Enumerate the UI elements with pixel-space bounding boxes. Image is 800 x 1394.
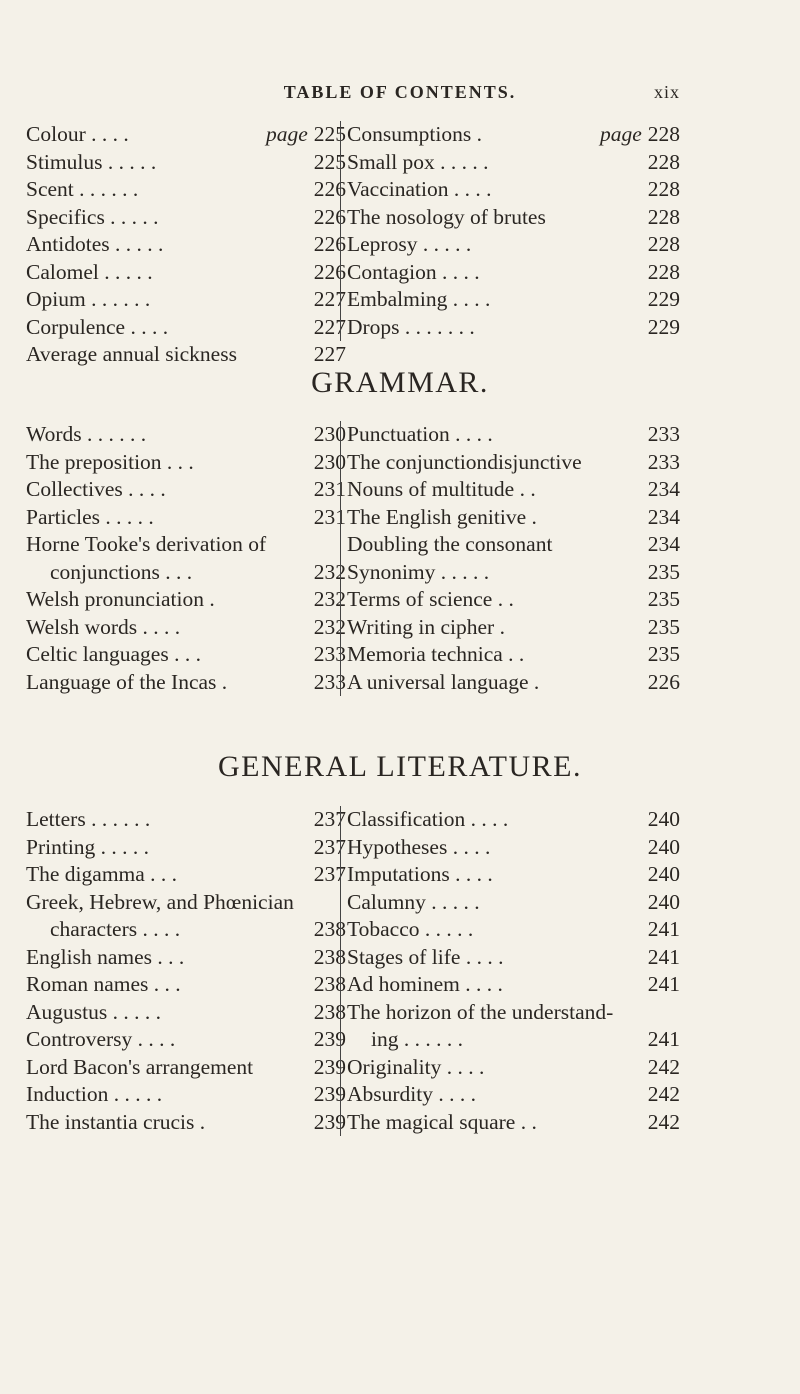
page-number-value: 240: [647, 807, 680, 831]
toc-entry-page: [644, 504, 680, 532]
page-number-value: 237: [313, 807, 346, 831]
page-number-value: 228: [647, 149, 680, 174]
toc-entry: [347, 586, 680, 614]
toc-entry-label: Particles . . . . .: [26, 504, 154, 529]
page-number-value: 239: [313, 1027, 346, 1051]
toc-entry: [26, 1054, 346, 1082]
page-number-value: 225: [313, 149, 346, 174]
page-number-value: 235: [647, 642, 680, 666]
toc-entry: [347, 531, 680, 559]
page-number: xix: [653, 82, 680, 102]
toc-entry: [347, 669, 680, 697]
toc-entry-label: Memoria technica . .: [347, 642, 525, 666]
toc-entry: [347, 944, 680, 972]
toc-column-left: [26, 806, 346, 1136]
page-number-value: 228: [647, 232, 680, 256]
page-number-value: 237: [313, 862, 346, 886]
toc-entry: [347, 999, 680, 1027]
toc-entry-label: conjunctions . . .: [50, 559, 193, 584]
toc-entry: [347, 504, 680, 532]
toc-entry-label: Welsh words . . . .: [26, 614, 181, 639]
toc-entry-page: [644, 204, 680, 232]
page-number-value: 233: [313, 642, 346, 666]
toc-entry-label: Opium . . . . . .: [26, 287, 151, 311]
page-number-value: 241: [647, 944, 680, 969]
toc-entry-label: Stimulus . . . . .: [26, 149, 157, 174]
toc-entry-label: Calomel . . . . .: [26, 259, 153, 284]
toc-entry-page: [644, 286, 680, 314]
toc-entry-page: [644, 1054, 680, 1082]
toc-entry-label: Synonimy . . . . .: [347, 559, 490, 584]
toc-entry: [26, 121, 346, 149]
toc-entry-page: [644, 259, 680, 287]
toc-entry: [347, 121, 680, 149]
toc-entry: [26, 314, 346, 342]
toc-column-right: [340, 806, 680, 1136]
page-number-value: 227: [313, 342, 346, 366]
page-number-value: 242: [647, 1082, 680, 1106]
toc-column-right: [340, 121, 680, 341]
toc-entry-page: [644, 176, 680, 204]
page-number-value: 237: [313, 834, 346, 859]
toc-entry: [26, 944, 346, 972]
toc-entry-label: Specifics . . . . .: [26, 204, 159, 229]
toc-entry-label: Originality . . . .: [347, 1054, 485, 1079]
page-number-value: 230: [313, 422, 346, 446]
section-heading-general-literature: GENERAL LITERATURE.: [217, 750, 582, 783]
toc-entry-label: ing . . . . . .: [371, 1027, 463, 1051]
page-number-value: 226: [647, 669, 680, 694]
toc-entry-page: [644, 421, 680, 449]
page-number-value: 240: [647, 862, 680, 886]
toc-entry-label: Lord Bacon's arrangement: [26, 1054, 254, 1079]
toc-entry-label: Words . . . . . .: [26, 422, 147, 446]
toc-entry: [26, 834, 346, 862]
toc-entry: [26, 204, 346, 232]
toc-entry-label: Writing in cipher .: [347, 614, 505, 639]
toc-entry: [347, 861, 680, 889]
page-number-value: 239: [313, 1054, 346, 1079]
toc-entry: [26, 614, 346, 642]
page-number-value: 228: [647, 122, 680, 146]
page-number-value: 226: [313, 232, 346, 256]
toc-entry: [347, 1054, 680, 1082]
toc-entry-page: [644, 531, 680, 559]
page-number-value: 227: [313, 287, 346, 311]
toc-entry-label: Terms of science . .: [347, 587, 514, 611]
toc-entry: [347, 176, 680, 204]
toc-entry: [26, 149, 346, 177]
toc-entry-label: Antidotes . . . . .: [26, 232, 164, 256]
toc-entry-label: Augustus . . . . .: [26, 999, 161, 1024]
toc-entry-label: Ad hominem . . . .: [347, 972, 503, 996]
page-number-value: 226: [313, 259, 346, 284]
toc-entry: [347, 971, 680, 999]
page-number-value: 242: [647, 1054, 680, 1079]
toc-entry-label: The digamma . . .: [26, 862, 178, 886]
page-number-value: 235: [647, 587, 680, 611]
page-word: page: [265, 122, 308, 146]
toc-entry-label: The conjunctiondisjunctive: [347, 449, 582, 474]
toc-entry-label: Horne Tooke's derivation of: [26, 532, 267, 556]
page-number-value: 231: [313, 504, 346, 529]
page-number-value: 240: [647, 889, 680, 914]
toc-entry: [26, 999, 346, 1027]
page-number-value: 235: [647, 559, 680, 584]
toc-entry-label: Welsh pronunciation .: [26, 587, 215, 611]
toc-entry-label: The nosology of brutes: [347, 204, 546, 229]
toc-entry: [26, 286, 346, 314]
toc-entry-label: Consumptions .: [347, 122, 482, 146]
toc-entry-label: Imputations . . . .: [347, 862, 493, 886]
section-heading-grammar: GRAMMAR.: [311, 366, 489, 399]
toc-entry: [347, 641, 680, 669]
toc-entry: [347, 834, 680, 862]
toc-entry-page: [644, 971, 680, 999]
toc-entry-label: English names . . .: [26, 944, 185, 969]
toc-entry-page: [644, 1109, 680, 1137]
toc-entry-label: The horizon of the understand-: [347, 999, 614, 1024]
toc-entry: [347, 916, 680, 944]
toc-entry: [26, 861, 346, 889]
toc-entry-page: [262, 121, 346, 149]
page-number-value: 230: [313, 449, 346, 474]
toc-entry: [347, 559, 680, 587]
toc-entry-label: Calumny . . . . .: [347, 889, 480, 914]
page-number-value: 238: [313, 944, 346, 969]
toc-entry: [347, 449, 680, 477]
toc-entry: [26, 971, 346, 999]
toc-entry: [347, 806, 680, 834]
page-number-value: 229: [647, 314, 680, 339]
toc-entry-label: Absurdity . . . .: [347, 1082, 476, 1106]
toc-entry-page: [644, 614, 680, 642]
toc-entry-page: [644, 1026, 680, 1054]
toc-entry-page: [644, 889, 680, 917]
toc-entry: [26, 806, 346, 834]
toc-entry: [26, 341, 346, 369]
toc-entry: [26, 669, 346, 697]
toc-entry-page: [644, 314, 680, 342]
toc-entry: [347, 1081, 680, 1109]
toc-entry: [347, 286, 680, 314]
toc-entry: [347, 149, 680, 177]
toc-entry: [347, 1109, 680, 1137]
page-number-value: 239: [313, 1109, 346, 1134]
toc-entry: [26, 1026, 346, 1054]
toc-entry-label: Stages of life . . . .: [347, 944, 504, 969]
toc-entry-page: [644, 449, 680, 477]
toc-entry: [347, 476, 680, 504]
toc-entry-label: Letters . . . . . .: [26, 807, 151, 831]
toc-entry: [26, 449, 346, 477]
toc-entry: [26, 916, 346, 944]
toc-entry-label: Hypotheses . . . .: [347, 834, 491, 859]
toc-entry-label: Scent . . . . . .: [26, 177, 139, 201]
toc-entry-label: The preposition . . .: [26, 449, 194, 474]
toc-entry: [347, 231, 680, 259]
toc-entry-label: A universal language .: [347, 669, 540, 694]
toc-entry: [26, 231, 346, 259]
toc-entry: [347, 889, 680, 917]
toc-entry: [26, 531, 346, 559]
page-number-value: 233: [313, 669, 346, 694]
toc-entry: [26, 476, 346, 504]
toc-entry-page: [644, 559, 680, 587]
toc-entry: [347, 314, 680, 342]
toc-entry-label: Small pox . . . . .: [347, 149, 489, 174]
toc-entry-label: Celtic languages . . .: [26, 642, 201, 666]
toc-entry-page: [644, 916, 680, 944]
toc-entry: [26, 504, 346, 532]
toc-entry-page: [644, 944, 680, 972]
toc-entry: [347, 421, 680, 449]
toc-entry-label: Collectives . . . .: [26, 477, 166, 501]
page-number-value: 228: [647, 259, 680, 284]
page-number-value: 233: [647, 422, 680, 446]
page-number-value: 235: [647, 614, 680, 639]
toc-column-right: [340, 421, 680, 696]
toc-entry-page: [644, 476, 680, 504]
page-number-value: 229: [647, 287, 680, 311]
toc-entry-label: Contagion . . . .: [347, 259, 480, 284]
page-number-value: 240: [647, 834, 680, 859]
toc-entry-page: [644, 1081, 680, 1109]
toc-column-left: [26, 421, 346, 696]
page-title: TABLE OF CONTENTS.: [283, 82, 517, 102]
page-number-value: 238: [313, 972, 346, 996]
page-number-value: 242: [647, 1109, 680, 1134]
toc-entry-page: [310, 341, 346, 369]
page-number-value: 238: [313, 999, 346, 1024]
toc-entry-label: The magical square . .: [347, 1109, 537, 1134]
toc-entry-label: Tobacco . . . . .: [347, 917, 474, 941]
page-number-value: 228: [647, 177, 680, 201]
toc-entry-label: The instantia crucis .: [26, 1109, 206, 1134]
toc-entry-page: [644, 149, 680, 177]
page-number-value: 231: [313, 477, 346, 501]
toc-entry-label: Doubling the consonant: [347, 532, 553, 556]
page-number-value: 239: [313, 1082, 346, 1106]
page-number-value: 226: [313, 177, 346, 201]
toc-entry: [26, 259, 346, 287]
toc-entry-label: Controversy . . . .: [26, 1027, 176, 1051]
page-number-value: 232: [313, 587, 346, 611]
toc-entry-label: Roman names . . .: [26, 972, 181, 996]
toc-entry: [347, 204, 680, 232]
page-number-value: 234: [647, 532, 680, 556]
page-number-value: 227: [313, 314, 346, 339]
toc-entry-label: Average annual sickness: [26, 342, 237, 366]
toc-entry-page: [644, 861, 680, 889]
page-number-value: 238: [313, 917, 346, 941]
page-number-value: 232: [313, 559, 346, 584]
page-number-value: 228: [647, 204, 680, 229]
toc-entry-page: [644, 231, 680, 259]
toc-entry-label: Colour . . . .: [26, 122, 129, 146]
toc-entry-page: [644, 586, 680, 614]
toc-entry: [26, 1081, 346, 1109]
toc-entry: [26, 176, 346, 204]
toc-entry-label: Punctuation . . . .: [347, 422, 493, 446]
page-number-value: 232: [313, 614, 346, 639]
running-head: [0, 82, 800, 106]
page-number-value: 233: [647, 449, 680, 474]
page-number-value: 241: [647, 1027, 680, 1051]
page-number-value: 226: [313, 204, 346, 229]
toc-entry-page: [644, 834, 680, 862]
toc-entry-label: Embalming . . . .: [347, 287, 491, 311]
toc-entry-label: Language of the Incas .: [26, 669, 228, 694]
toc-entry-label: Induction . . . . .: [26, 1082, 163, 1106]
toc-entry: [347, 1026, 680, 1054]
toc-entry: [26, 1109, 346, 1137]
page-number-value: 241: [647, 972, 680, 996]
toc-entry-label: Printing . . . . .: [26, 834, 150, 859]
toc-entry-label: Leprosy . . . . .: [347, 232, 472, 256]
page-word: page: [599, 122, 642, 146]
toc-entry-label: Nouns of multitude . .: [347, 477, 536, 501]
toc-entry-label: Classification . . . .: [347, 807, 509, 831]
toc-entry: [26, 559, 346, 587]
toc-entry: [26, 586, 346, 614]
toc-entry-page: [644, 806, 680, 834]
page-number-value: 234: [647, 477, 680, 501]
toc-entry-page: [644, 669, 680, 697]
toc-entry: [26, 421, 346, 449]
toc-entry-label: Drops . . . . . . .: [347, 314, 475, 339]
toc-entry-page: [596, 121, 680, 149]
toc-entry: [347, 259, 680, 287]
page-number-value: 234: [647, 504, 680, 529]
toc-column-left: [26, 121, 346, 369]
toc-entry-page: [644, 641, 680, 669]
toc-entry-label: Corpulence . . . .: [26, 314, 169, 339]
toc-entry: [26, 641, 346, 669]
toc-entry-label: The English genitive .: [347, 504, 537, 529]
toc-entry-label: characters . . . .: [50, 917, 181, 941]
toc-entry: [347, 614, 680, 642]
page-number-value: 225: [313, 122, 346, 146]
toc-entry: [26, 889, 346, 917]
toc-entry-label: Vaccination . . . .: [347, 177, 492, 201]
toc-entry-label: Greek, Hebrew, and Phœnician: [26, 889, 294, 914]
page-number-value: 241: [647, 917, 680, 941]
